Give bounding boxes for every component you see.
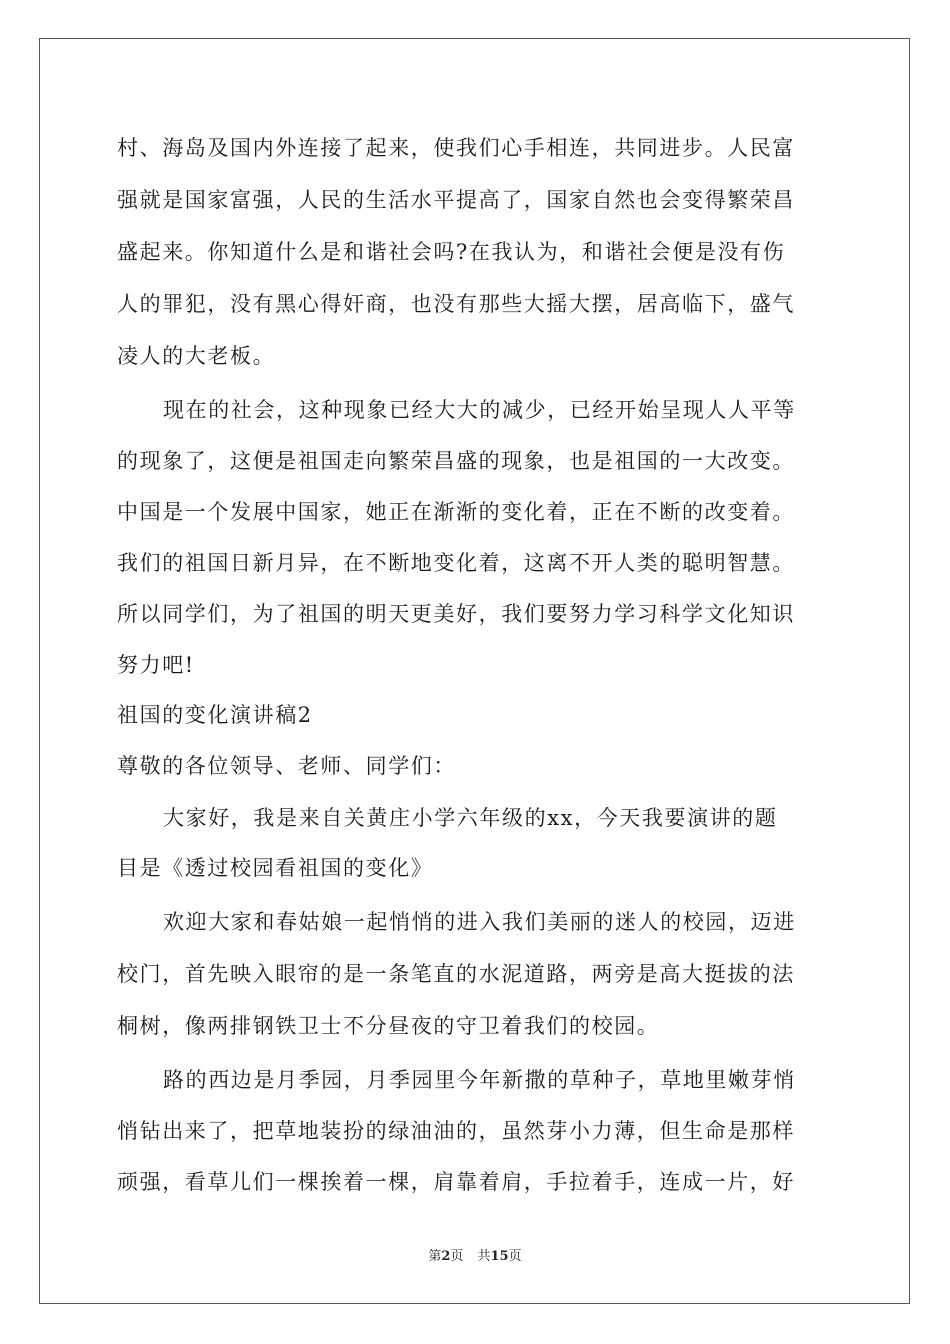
total-label-suffix: 页 <box>508 1249 522 1264</box>
body-line: 现在的社会，这种现象已经大大的减少，已经开始呈现人人平等 <box>163 398 796 422</box>
total-pages: 15 <box>490 1249 509 1264</box>
body-line: 凌人的大老板。 <box>117 344 276 368</box>
body-line: 强就是国家富强，人民的生活水平提高了，国家自然也会变得繁荣昌 <box>117 188 795 212</box>
body-line: 的现象了，这便是祖国走向繁荣昌盛的现象，也是祖国的一大改变。 <box>117 449 795 473</box>
body-line: 所以同学们，为了祖国的明天更美好，我们要努力学习科学文化知识 <box>117 602 795 626</box>
body-line: 盛起来。你知道什么是和谐社会吗?在我认为，和谐社会便是没有伤 <box>117 240 786 264</box>
body-line: 努力吧! <box>117 653 195 677</box>
body-line: 目是《透过校园看祖国的变化》 <box>117 856 434 880</box>
total-label-prefix: 共 <box>477 1249 491 1264</box>
page-label-prefix: 第 <box>428 1249 442 1264</box>
body-line: 校门，首先映入眼帘的是一条笔直的水泥道路，两旁是高大挺拔的法 <box>117 962 795 986</box>
page-label-suffix: 页 <box>450 1249 464 1264</box>
body-line: 我们的祖国日新月异，在不断地变化着，这离不开人类的聪明智慧。 <box>117 551 795 575</box>
body-line: 村、海岛及国内外连接了起来，使我们心手相连，共同进步。人民富 <box>117 136 795 160</box>
body-line: 桐树，像两排钢铁卫士不分昼夜的守卫着我们的校园。 <box>117 1014 660 1038</box>
body-line: 欢迎大家和春姑娘一起悄悄的进入我们美丽的迷人的校园，迈进 <box>163 910 796 934</box>
body-line: 悄钻出来了，把草地装扮的绿油油的，虽然芽小力薄，但生命是那样 <box>117 1119 795 1143</box>
body-line: 大家好，我是来自关黄庄小学六年级的xx，今天我要演讲的题 <box>163 806 778 830</box>
body-line: 路的西边是月季园，月季园里今年新撒的草种子，草地里嫩芽悄 <box>163 1068 796 1092</box>
page-footer <box>0 1248 950 1266</box>
salutation: 尊敬的各位领导、老师、同学们： <box>117 754 456 778</box>
body-line: 顽强，看草儿们一棵挨着一棵，肩靠着肩，手拉着手，连成一片，好 <box>117 1170 795 1194</box>
section-heading: 祖国的变化演讲稿2 <box>117 703 313 727</box>
body-line: 中国是一个发展中国家，她正在渐渐的变化着，正在不断的改变着。 <box>117 500 795 524</box>
page-number: 2 <box>441 1249 451 1264</box>
body-line: 人的罪犯，没有黑心得奸商，也没有那些大摇大摆，居高临下，盛气 <box>117 292 795 316</box>
